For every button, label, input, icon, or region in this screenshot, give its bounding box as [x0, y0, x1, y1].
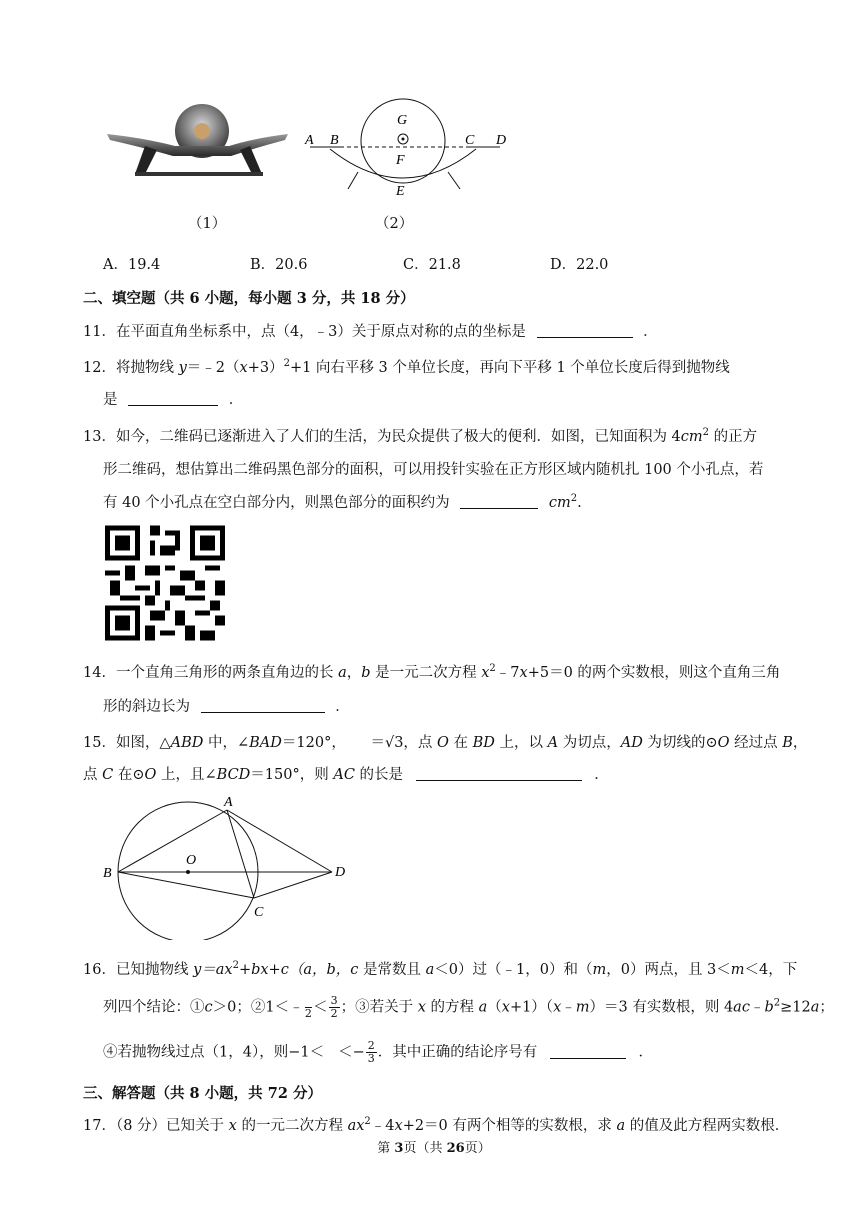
- question-15-figure: [100, 790, 360, 940]
- fig15-label-A: A: [224, 795, 233, 810]
- question-13-line-3: 有 40 个小孔点在空白部分内，则黑色部分的面积约为 $cm^2$.: [103, 493, 582, 511]
- question-15-line-2: 点 C 在⊙O 上，且∠BCD＝150°，则 AC 的长是 ．: [83, 767, 609, 783]
- point-G-label: G: [397, 113, 408, 128]
- answer-blank-16: [550, 1044, 626, 1059]
- answer-blank-13: [460, 494, 538, 509]
- question-12-line-2: 是 ．: [103, 392, 244, 408]
- page-footer: 第 3页（共 26页）: [377, 1141, 491, 1156]
- question-12: 12．将抛物线 $y=﹣2(x+3)^2+1$ 向右平移 3 个单位长度，再向下平移 1 个单位长度后得到抛物线: [83, 358, 730, 376]
- question-15: 15．如图，△ABD 中，∠BAD＝120°， ＝√3，点 O 在 BD 上，以 A 为切点，AD 为切线的⊙O 经过点 B，: [83, 735, 808, 751]
- section-3-title: 三、解答题（共 8 小题，共 72 分）: [83, 1085, 322, 1102]
- page-total: 26: [446, 1141, 465, 1156]
- point-F-label: F: [396, 153, 405, 168]
- figure-1-caption: （1）: [188, 216, 227, 232]
- answer-blank-14: [201, 698, 325, 713]
- choice-b: B．20.6: [250, 257, 308, 273]
- fig15-label-O: O: [186, 853, 197, 868]
- figure-2-diagram: [300, 92, 520, 202]
- fig15-label-C: C: [254, 905, 264, 920]
- question-11: 11．在平面直角坐标系中，点（4，﹣3）关于原点对称的点的坐标是 ．: [83, 324, 658, 340]
- question-13: 13．如今，二维码已逐渐进入了人们的生活，为民众提供了极大的便利．如图，已知面积为 $4cm^2$ 的正方: [83, 427, 758, 445]
- page-number: 3: [394, 1141, 404, 1156]
- point-B-label: B: [330, 133, 339, 148]
- question-14-line-2: 形的斜边长为 ．: [103, 699, 350, 715]
- choice-a: A．19.4: [103, 257, 161, 273]
- question-16-line-2: 列四个结论：①c＞0；②1＜﹣ 2 ＜ $\frac{3}{2}$ ；③若关于 x 的方程 a（x+1）（x﹣m）＝3 有实数根，则 $4ac﹣b^2\ge 12a$；: [103, 994, 834, 1020]
- choice-d: D．22.0: [550, 257, 609, 273]
- answer-blank-12: [128, 391, 218, 406]
- qr-code-image: [105, 525, 225, 641]
- fig15-label-D: D: [335, 865, 346, 880]
- question-17: 17．（8 分）已知关于 x 的一元二次方程 $ax^2﹣4x+2=0$ 有两个相等的实数根，求 a 的值及此方程两实数根．: [83, 1116, 790, 1134]
- figure-1-image: [105, 100, 290, 180]
- point-D-label: D: [496, 133, 507, 148]
- question-16-line-3: ④若抛物线过点（1，4），则−1＜ ＜− $\frac{2}{3}$ ．其中正确的结论序号有 ．: [103, 1039, 653, 1065]
- figure-2-caption: （2）: [375, 216, 414, 232]
- answer-blank-15: [416, 766, 582, 781]
- fig15-label-B: B: [103, 866, 112, 881]
- choice-c: C．21.8: [403, 257, 461, 273]
- point-A-label: A: [305, 133, 314, 148]
- question-13-line-2: 形二维码，想估算出二维码黑色部分的面积，可以用投针实验在正方形区域内随机扎 100 个小孔点，若: [103, 462, 764, 478]
- question-14: 14．一个直角三角形的两条直角边的长 a，b 是一元二次方程 $x^2﹣7x+5=0$ 的两个实数根，则这个直角三角: [83, 663, 781, 681]
- point-C-label: C: [465, 133, 475, 148]
- answer-blank-11: [537, 323, 633, 338]
- section-2-title: 二、填空题（共 6 小题，每小题 3 分，共 18 分）: [83, 290, 415, 307]
- point-E-label: E: [396, 184, 405, 199]
- question-16: 16．已知抛物线 $y=ax^2+bx+c(a$，b，c 是常数且 a＜0）过（﹣1，0）和（m，0）两点，且 3＜m＜4，下: [83, 960, 798, 978]
